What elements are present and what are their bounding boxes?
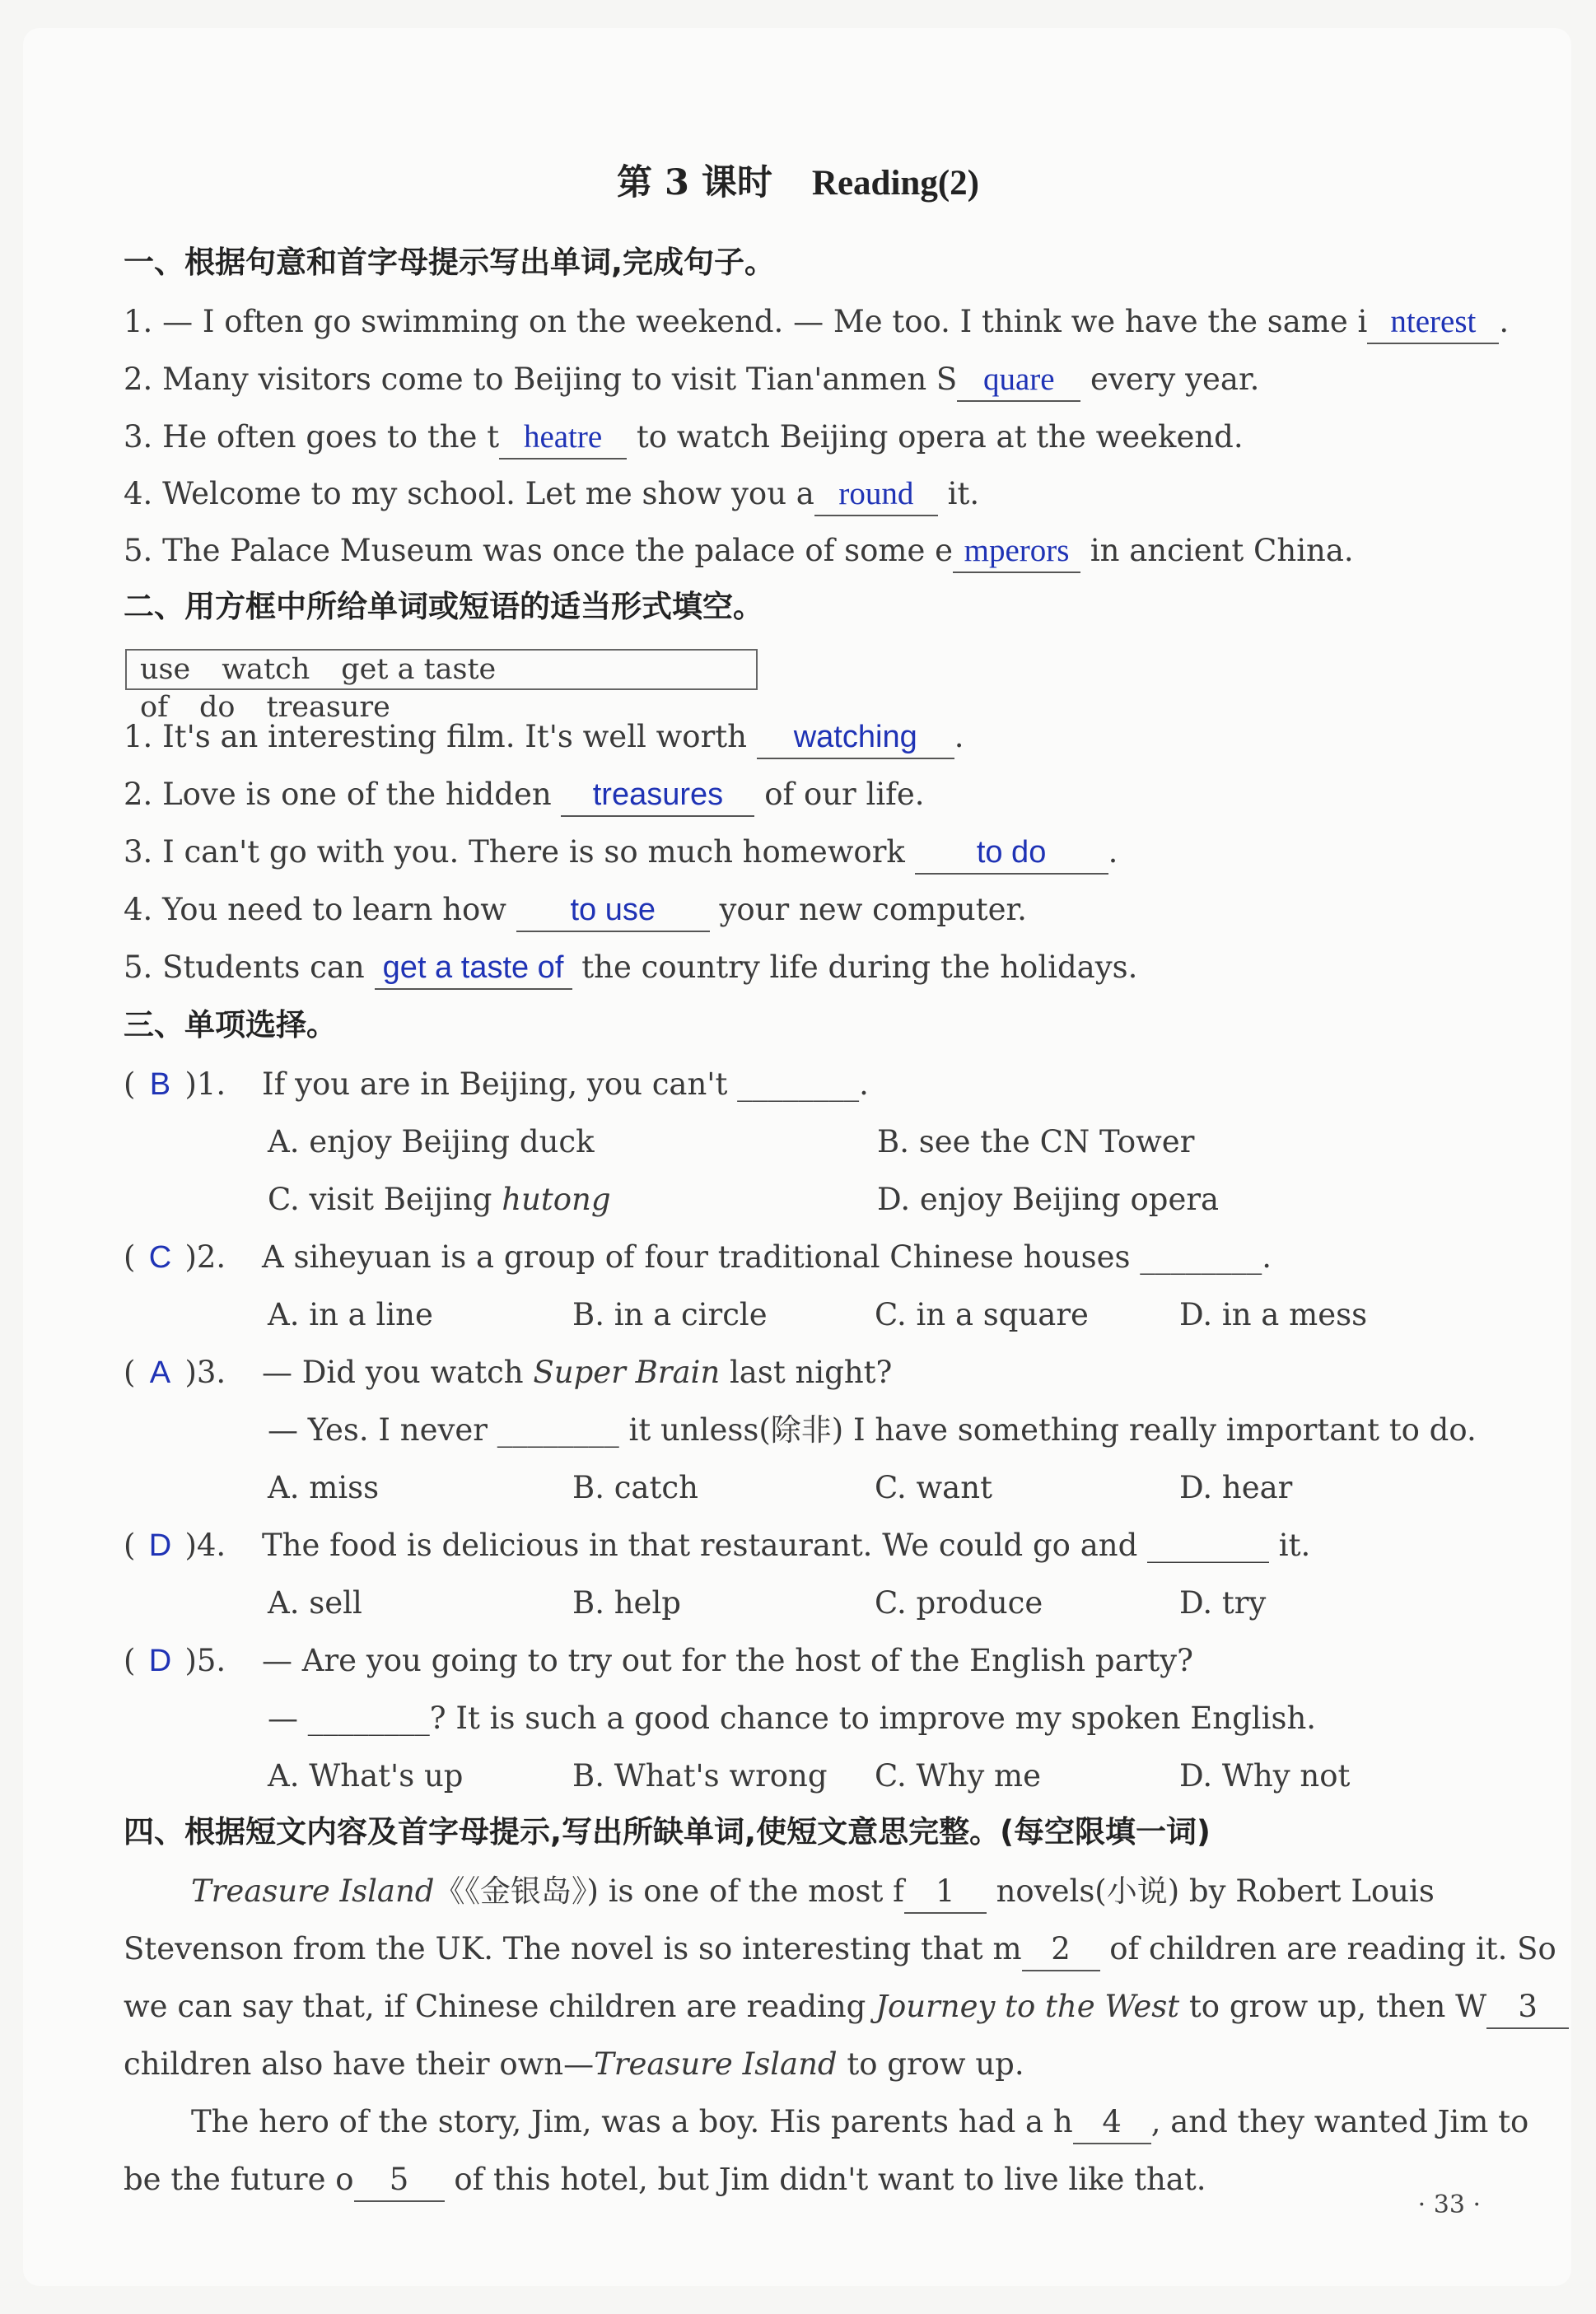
passage-line-2: Stevenson from the UK. The novel is so interesting that m 2 of children are reading it. So [124, 1929, 1482, 1971]
passage-line-1: Treasure Island《《金银岛》) is one of the most f 1 novels(小说) by Robert Louis [191, 1871, 1550, 1914]
s3-q5-stem: — Are you going to try out for the host of the English party? [262, 1643, 1193, 1678]
s3-q4-stem: The food is delicious in that restaurant. We could go and ________ it. [262, 1528, 1311, 1563]
page-title [0, 155, 1596, 205]
s1-answer-2[interactable]: quare [957, 361, 1080, 402]
s1-item-1: 1. — I often go swimming on the weekend. — Me too. I think we have the same i nterest . [124, 301, 1481, 344]
s2-answer-4[interactable]: to use [516, 891, 710, 932]
s1-answer-4[interactable]: round [814, 475, 938, 516]
s3-q3-option-b[interactable]: B. catch [572, 1470, 698, 1505]
s3-q4-option-a[interactable]: A. sell [268, 1585, 362, 1621]
s2-item-1: 1. It's an interesting film. It's well worth watching . [124, 716, 1481, 759]
s3-q2-option-c[interactable]: C. in a square [875, 1297, 1089, 1332]
s3-q2-answer-slot[interactable]: ( C )2. [124, 1239, 226, 1275]
lesson-name: Reading(2) [811, 164, 979, 203]
s3-q2-option-d[interactable]: D. in a mess [1179, 1297, 1368, 1332]
lesson-number: 第 3 课时 [617, 162, 772, 203]
s3-q4-option-c[interactable]: C. produce [875, 1585, 1043, 1621]
section4-heading: 四、根据短文内容及首字母提示,写出所缺单词,使短文意思完整。(每空限填一词) [124, 1814, 1211, 1850]
s2-item-5: 5. Students can get a taste of the country life during the holidays. [124, 947, 1481, 990]
passage-blank-3[interactable]: 3 [1486, 1988, 1569, 2029]
s1-item-4: 4. Welcome to my school. Let me show you a round it. [124, 474, 1481, 516]
page-number: · 33 · [1417, 2190, 1481, 2219]
s3-q3-option-a[interactable]: A. miss [268, 1470, 380, 1505]
s3-q4-option-d[interactable]: D. try [1179, 1585, 1267, 1621]
s1-item-3: 3. He often goes to the t heatre to watch Beijing opera at the weekend. [124, 417, 1481, 460]
s3-q5-answer-slot[interactable]: ( D )5. [124, 1643, 226, 1678]
s3-q1-stem: If you are in Beijing, you can't ________. [262, 1066, 869, 1102]
s3-q3-option-c[interactable]: C. want [875, 1470, 992, 1505]
s2-item-2: 2. Love is one of the hidden treasures of our life. [124, 774, 1481, 817]
s3-q5-option-b[interactable]: B. What's wrong [572, 1758, 828, 1794]
s3-q3-stem: — Did you watch Super Brain last night? [262, 1355, 893, 1390]
s2-answer-3[interactable]: to do [915, 833, 1108, 875]
section3-heading: 三、单项选择。 [124, 1007, 337, 1043]
s3-q1-option-c[interactable]: C. visit Beijing hutong [268, 1182, 611, 1217]
s2-answer-1[interactable]: watching [757, 718, 954, 759]
s3-q1-option-a[interactable]: A. enjoy Beijing duck [268, 1124, 595, 1159]
passage-line-6: be the future o 5 of this hotel, but Jim didn't want to live like that. [124, 2159, 1482, 2202]
passage-blank-4[interactable]: 4 [1073, 2103, 1151, 2144]
s2-answer-2[interactable]: treasures [561, 776, 754, 817]
passage-blank-1[interactable]: 1 [904, 1873, 987, 1914]
word-box [125, 649, 758, 724]
s3-q2-option-a[interactable]: A. in a line [268, 1297, 433, 1332]
section2-heading: 二、用方框中所给单词或短语的适当形式填空。 [124, 589, 763, 624]
passage-blank-5[interactable]: 5 [354, 2161, 445, 2202]
s2-item-3: 3. I can't go with you. There is so much homework to do . [124, 832, 1481, 875]
box-word: treasure [266, 691, 390, 724]
s3-q5-option-c[interactable]: C. Why me [875, 1758, 1042, 1794]
section1-heading: 一、根据句意和首字母提示写出单词,完成句子。 [124, 245, 776, 280]
s1-item-5: 5. The Palace Museum was once the palace of some e mperors in ancient China. [124, 530, 1481, 573]
passage-line-4: children also have their own—Treasure Island to grow up. [124, 2046, 1024, 2082]
s3-q1-option-b[interactable]: B. see the CN Tower [877, 1124, 1195, 1159]
s1-answer-5[interactable]: mperors [953, 532, 1080, 573]
passage-line-5: The hero of the story, Jim, was a boy. His parents had a h 4 , and they wanted Jim to [191, 2102, 1550, 2144]
box-word: use [140, 653, 191, 686]
s1-answer-3[interactable]: heatre [499, 418, 627, 460]
s3-q3-answer-slot[interactable]: ( A )3. [124, 1355, 226, 1390]
box-word: watch [222, 653, 310, 686]
passage-blank-2[interactable]: 2 [1022, 1930, 1100, 1971]
s2-answer-5[interactable]: get a taste of [375, 949, 572, 990]
passage-line-3: we can say that, if Chinese children are reading Journey to the West to grow up, then W 3 [124, 1986, 1482, 2029]
s3-q5-option-d[interactable]: D. Why not [1179, 1758, 1351, 1794]
s3-q4-option-b[interactable]: B. help [572, 1585, 681, 1621]
s2-item-4: 4. You need to learn how to use your new computer. [124, 889, 1481, 932]
s3-q2-option-b[interactable]: B. in a circle [572, 1297, 768, 1332]
s3-q4-answer-slot[interactable]: ( D )4. [124, 1528, 226, 1563]
s3-q5-stem2: — ________? It is such a good chance to improve my spoken English. [268, 1701, 1317, 1736]
s3-q3-option-d[interactable]: D. hear [1179, 1470, 1293, 1505]
s3-q1-answer-slot[interactable]: ( B )1. [124, 1066, 226, 1102]
s3-q1-option-d[interactable]: D. enjoy Beijing opera [877, 1182, 1220, 1217]
s3-q5-option-a[interactable]: A. What's up [268, 1758, 464, 1794]
s3-q3-stem2: — Yes. I never ________ it unless(除非) I have something really important to do. [268, 1412, 1477, 1448]
s3-q2-stem: A siheyuan is a group of four traditional Chinese houses ________. [262, 1239, 1272, 1275]
s1-answer-1[interactable]: nterest [1367, 303, 1499, 344]
box-word: get a taste of [140, 653, 497, 724]
s1-item-2: 2. Many visitors come to Beijing to visit Tian'anmen S quare every year. [124, 359, 1481, 402]
box-word: do [199, 691, 236, 724]
